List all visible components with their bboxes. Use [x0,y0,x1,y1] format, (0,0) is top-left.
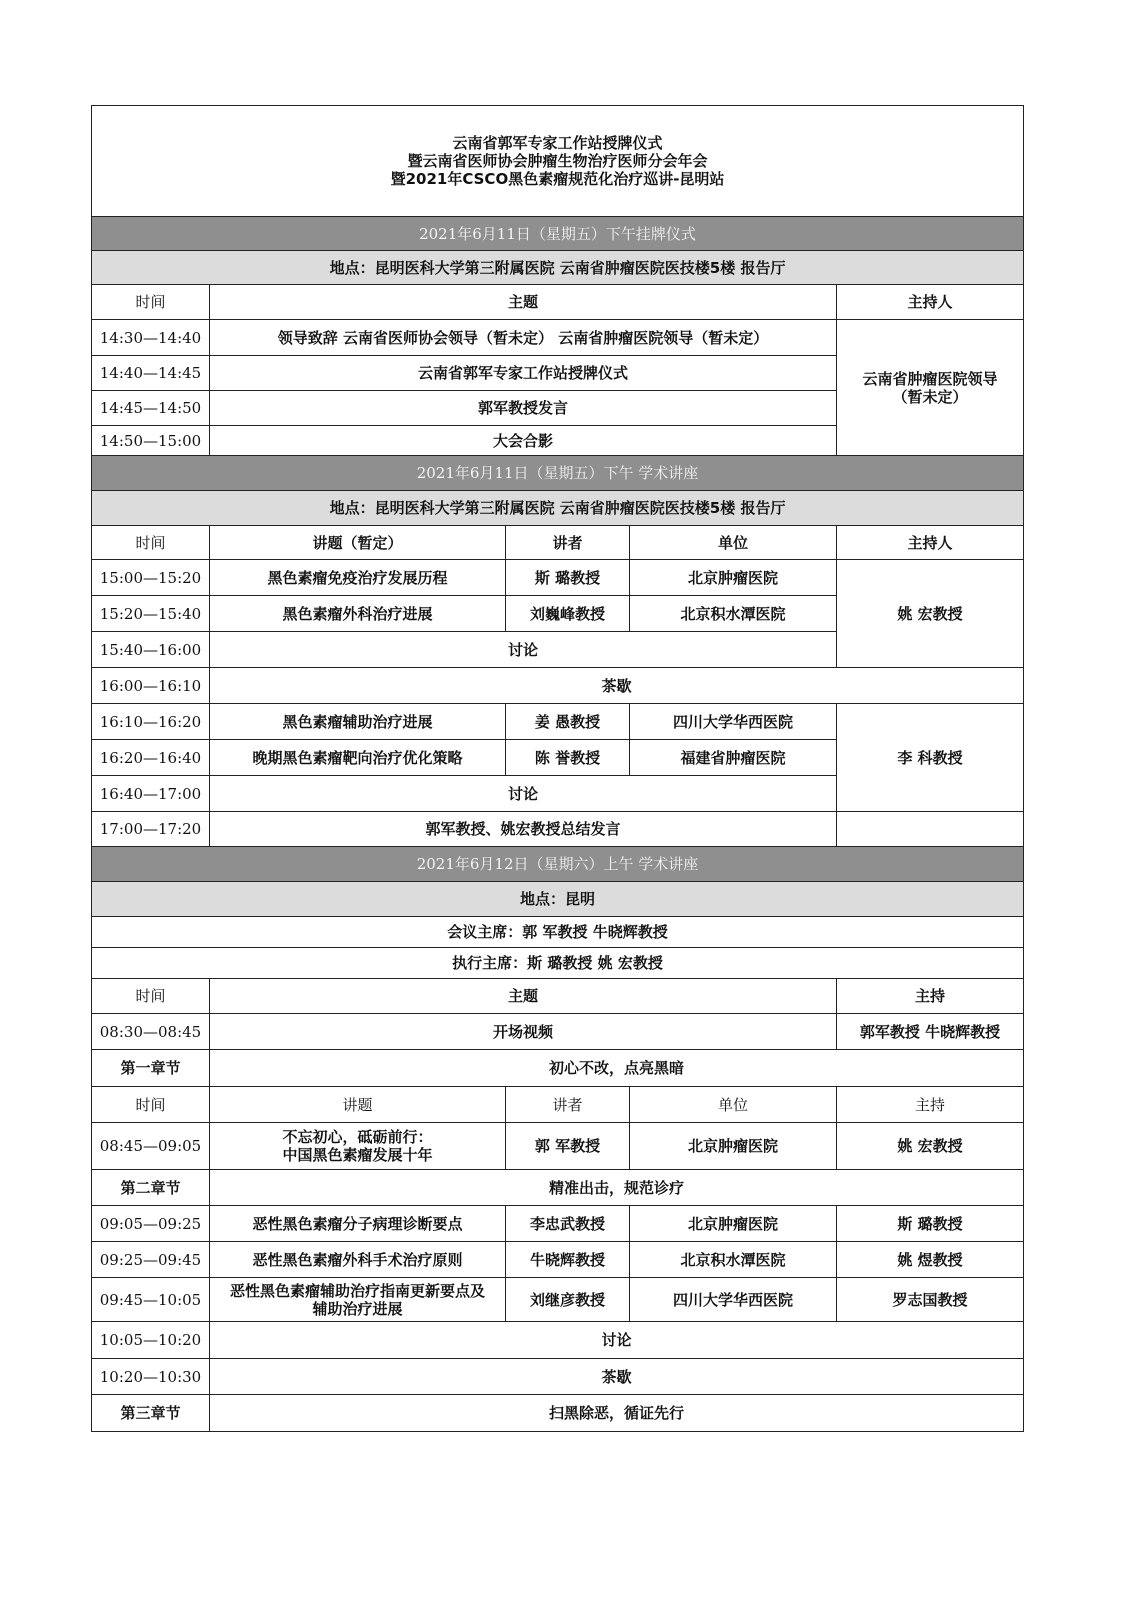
topic-cell: 恶性黑色素瘤分子病理诊断要点 [210,1206,506,1242]
header-time: 时间 [92,285,210,320]
time-cell: 14:30—14:40 [92,320,210,356]
topic-cell: 郭军教授发言 [210,391,837,426]
header-unit: 单位 [630,1087,837,1123]
header-host: 主持 [837,979,1024,1014]
chapter-row [92,1050,1024,1087]
discussion-cell: 讨论 [210,1322,1024,1359]
agenda-title [92,106,1024,217]
host-cell: 姚 煜教授 [837,1242,1024,1278]
title-line-2: 暨云南省医师协会肿瘤生物治疗医师分会年会 [407,152,708,170]
chapter-label: 第一章节 [92,1050,210,1087]
session1-host [837,320,1024,456]
unit-cell: 北京积水潭医院 [630,596,837,632]
table-row [92,704,1024,740]
header-host: 主持人 [837,526,1024,560]
speaker-cell: 姜 愚教授 [506,704,630,740]
unit-cell: 四川大学华西医院 [630,704,837,740]
topic-cell: 开场视频 [210,1014,837,1050]
time-cell: 10:05—10:20 [92,1322,210,1359]
time-cell: 14:50—15:00 [92,426,210,456]
topic-cell: 黑色素瘤辅助治疗进展 [210,704,506,740]
speaker-cell: 刘巍峰教授 [506,596,630,632]
speaker-cell: 斯 璐教授 [506,560,630,596]
topic-cell: 领导致辞 云南省医师协会领导（暂未定） 云南省肿瘤医院领导（暂未定） [210,320,837,356]
session3-header-row [92,979,1024,1014]
table-row [92,1014,1024,1050]
time-cell: 16:20—16:40 [92,740,210,776]
host-cell: 罗志国教授 [837,1278,1024,1322]
chapter-label: 第三章节 [92,1395,210,1432]
table-row [92,668,1024,704]
discussion-cell: 讨论 [210,776,837,812]
topic-cell [210,1123,506,1170]
header-time: 时间 [92,1087,210,1123]
table-row [92,1206,1024,1242]
header-topic: 主题 [210,979,837,1014]
session2-header-row [92,526,1024,560]
executive-chair: 执行主席：斯 璐教授 姚 宏教授 [92,948,1024,979]
topic-cell: 恶性黑色素瘤外科手术治疗原则 [210,1242,506,1278]
speaker-cell: 陈 誉教授 [506,740,630,776]
session3-location: 地点：昆明 [92,882,1024,917]
topic-cell: 黑色素瘤外科治疗进展 [210,596,506,632]
table-row [92,1242,1024,1278]
time-cell: 10:20—10:30 [92,1359,210,1395]
title-line-1: 云南省郭军专家工作站授牌仪式 [452,134,663,152]
session1-location: 地点：昆明医科大学第三附属医院 云南省肿瘤医院医技楼5楼 报告厅 [92,251,1024,285]
speaker-cell: 李忠武教授 [506,1206,630,1242]
header-host: 主持人 [837,285,1024,320]
topic-cell: 云南省郭军专家工作站授牌仪式 [210,356,837,391]
session3-subheader-row [92,1087,1024,1123]
session1-header-row [92,285,1024,320]
time-cell: 08:45—09:05 [92,1123,210,1170]
unit-cell: 北京积水潭医院 [630,1242,837,1278]
header-speaker: 讲者 [506,526,630,560]
header-time: 时间 [92,979,210,1014]
title-line-3: 暨2021年CSCO黑色素瘤规范化治疗巡讲-昆明站 [390,170,725,188]
table-row [92,1359,1024,1395]
topic-line-1: 恶性黑色素瘤辅助治疗指南更新要点及 [229,1281,485,1300]
chapter-label: 第二章节 [92,1170,210,1206]
time-cell: 15:00—15:20 [92,560,210,596]
time-cell: 09:05—09:25 [92,1206,210,1242]
session2-location: 地点：昆明医科大学第三附属医院 云南省肿瘤医院医技楼5楼 报告厅 [92,491,1024,526]
host-line-1: 云南省肿瘤医院领导 [862,369,998,388]
chapter-row [92,1395,1024,1432]
table-row [92,1123,1024,1170]
session3-band: 2021年6月12日（星期六）上午 学术讲座 [92,847,1024,882]
unit-cell: 北京肿瘤医院 [630,1206,837,1242]
topic-cell [210,1278,506,1322]
host-line-2: （暂未定） [892,387,968,406]
time-cell: 16:40—17:00 [92,776,210,812]
header-topic: 讲题（暂定） [210,526,506,560]
time-cell: 15:20—15:40 [92,596,210,632]
chapter-title: 精准出击，规范诊疗 [210,1170,1024,1206]
unit-cell: 福建省肿瘤医院 [630,740,837,776]
header-speaker: 讲者 [506,1087,630,1123]
header-unit: 单位 [630,526,837,560]
discussion-cell: 讨论 [210,632,837,668]
session2-band: 2021年6月11日（星期五）下午 学术讲座 [92,456,1024,491]
topic-cell: 黑色素瘤免疫治疗发展历程 [210,560,506,596]
unit-cell: 北京肿瘤医院 [630,560,837,596]
empty-host-cell [837,812,1024,847]
table-row [92,1322,1024,1359]
time-cell: 16:10—16:20 [92,704,210,740]
table-row [92,1278,1024,1322]
time-cell: 14:40—14:45 [92,356,210,391]
header-host: 主持 [837,1087,1024,1123]
chapter-title: 扫黑除恶，循证先行 [210,1395,1024,1432]
table-row [92,320,1024,356]
time-cell: 08:30—08:45 [92,1014,210,1050]
host-cell: 斯 璐教授 [837,1206,1024,1242]
time-cell: 09:45—10:05 [92,1278,210,1322]
session2-host-b: 李 科教授 [837,704,1024,812]
chapter-title: 初心不改，点亮黑暗 [210,1050,1024,1087]
speaker-cell: 刘继彦教授 [506,1278,630,1322]
table-row [92,560,1024,596]
title-row [92,106,1024,217]
host-cell: 姚 宏教授 [837,1123,1024,1170]
topic-cell: 晚期黑色素瘤靶向治疗优化策略 [210,740,506,776]
session2-host-a: 姚 宏教授 [837,560,1024,668]
header-topic: 讲题 [210,1087,506,1123]
speaker-cell: 郭 军教授 [506,1123,630,1170]
conference-chair: 会议主席：郭 军教授 牛晓辉教授 [92,917,1024,948]
header-time: 时间 [92,526,210,560]
unit-cell: 北京肿瘤医院 [630,1123,837,1170]
speaker-cell: 牛晓辉教授 [506,1242,630,1278]
header-topic: 主题 [210,285,837,320]
agenda-table [91,105,1024,1432]
session1-band: 2021年6月11日（星期五）下午挂牌仪式 [92,217,1024,251]
time-cell: 17:00—17:20 [92,812,210,847]
topic-cell: 大会合影 [210,426,837,456]
tea-break-cell: 茶歇 [210,668,1024,704]
time-cell: 09:25—09:45 [92,1242,210,1278]
topic-line-2: 中国黑色素瘤发展十年 [282,1146,433,1164]
summary-cell: 郭军教授、姚宏教授总结发言 [210,812,837,847]
time-cell: 15:40—16:00 [92,632,210,668]
tea-break-cell: 茶歇 [210,1359,1024,1395]
time-cell: 16:00—16:10 [92,668,210,704]
topic-line-2: 辅助治疗进展 [312,1299,403,1318]
chapter-row [92,1170,1024,1206]
topic-line-1: 不忘初心，砥砺前行： [282,1128,433,1146]
table-row [92,812,1024,847]
host-cell: 郭军教授 牛晓辉教授 [837,1014,1024,1050]
time-cell: 14:45—14:50 [92,391,210,426]
unit-cell: 四川大学华西医院 [630,1278,837,1322]
